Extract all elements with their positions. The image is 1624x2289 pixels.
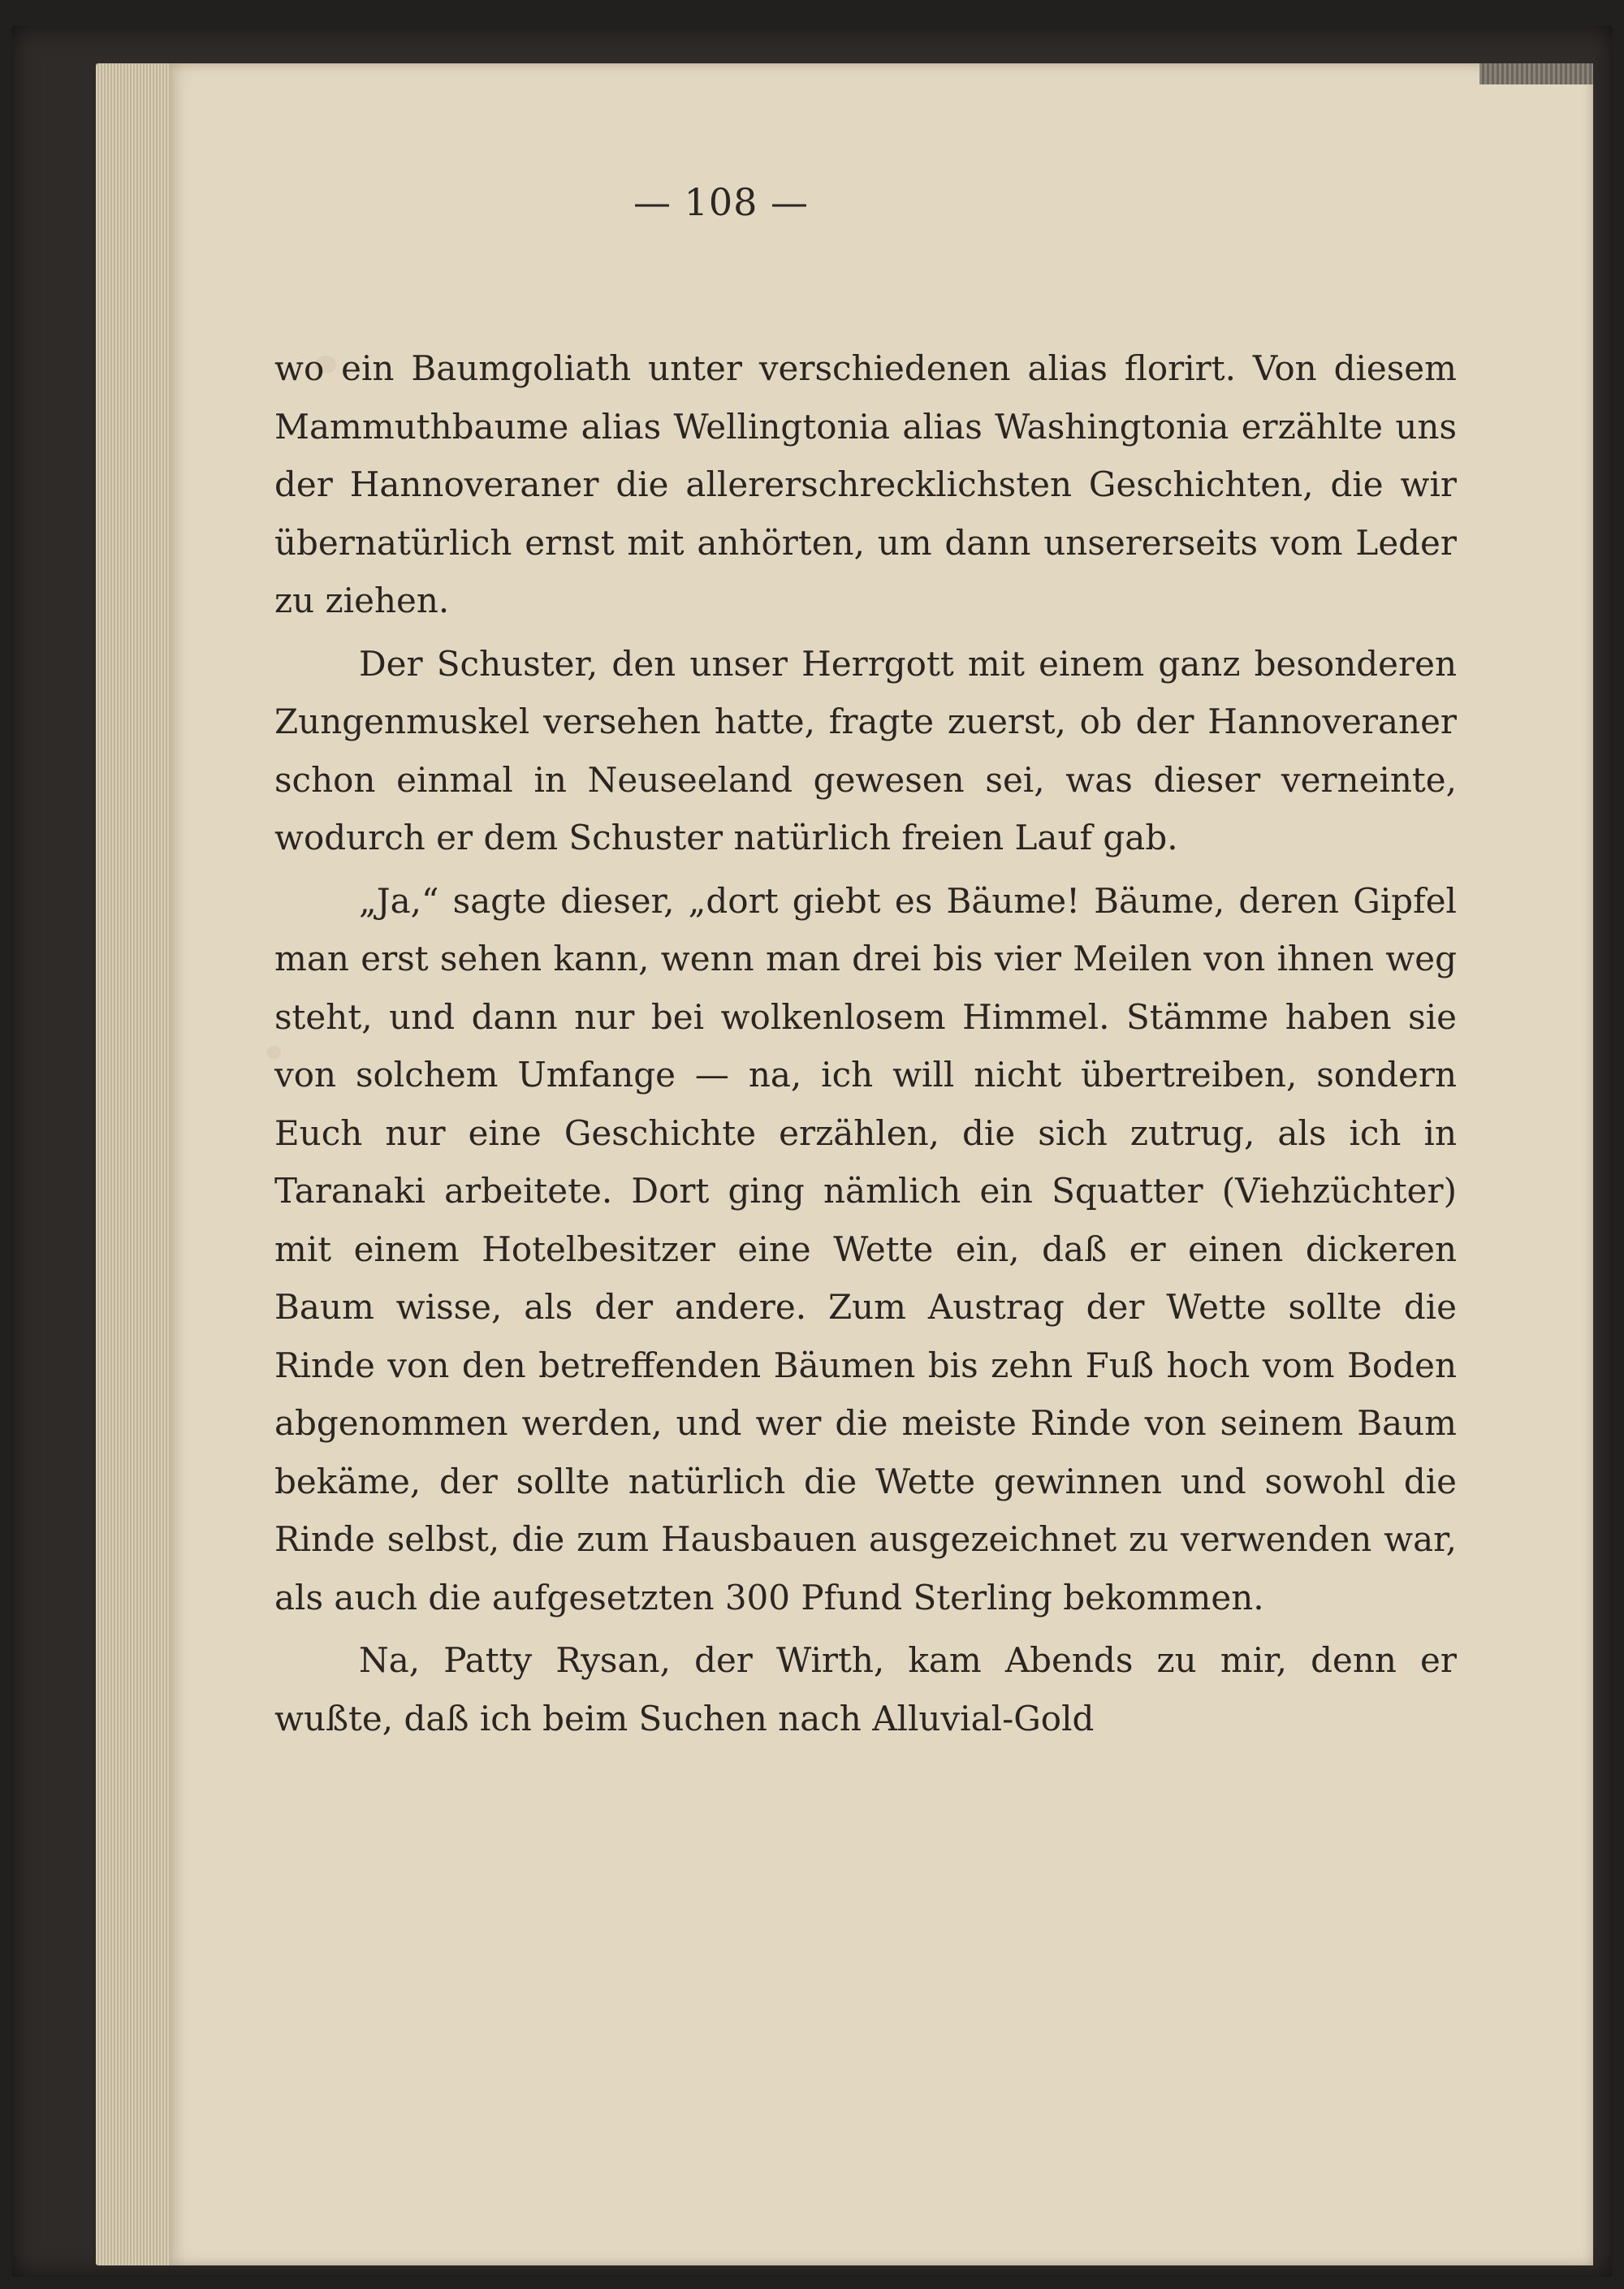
body-text: [274, 339, 1457, 1747]
page-number: — 108 —: [633, 180, 810, 224]
paragraph: „Ja,“ sagte dieser, „dort giebt es Bäume! Bäume, deren Gipfel man erst sehen kann, wenn man drei bis vier Meilen von ihnen weg steht, und dann nur bei wolkenlosem Himmel. Stämme haben sie von solchem Umfange — na, ich will nicht übertreiben, sondern Euch nur eine Geschichte erzählen, die sich zutrug, als ich in Taranaki arbeitete. Dort ging nämlich ein Squatter (Viehzüchter) mit einem Hotelbesitzer eine Wette ein, daß er einen dickeren Baum wisse, als der andere. Zum Austrag der Wette sollte die Rinde von den betreffenden Bäumen bis zehn Fuß hoch vom Boden abgenommen werden, und wer die meiste Rinde von seinem Baum bekäme, der sollte natürlich die Wette gewinnen und sowohl die Rinde selbst, die zum Hausbauen ausgezeichnet zu verwenden war, als auch die aufgesetzten 300 Pfund Sterling bekommen.: [274, 880, 1457, 1617]
tape-strip: [1479, 63, 1593, 84]
paragraph: Na, Patty Rysan, der Wirth, kam Abends zu mir, denn er wußte, daß ich beim Suchen nach Alluvial-Gold: [274, 1640, 1457, 1738]
paragraph: Der Schuster, den unser Herrgott mit einem ganz besonderen Zungenmuskel versehen hatte, fragte zuerst, ob der Hannoveraner schon einmal in Neuseeland gewesen sei, was dieser verneinte, wodurch er dem Schuster natürlich freien Lauf gab.: [274, 643, 1457, 857]
paragraph: wo ein Baumgoliath unter verschiedenen alias florirt. Von diesem Mammuthbaume alias Wellingtonia alias Washingtonia erzählte uns der Hannoveraner die allererschrecklichsten Geschichten, die wir übernatürlich ernst mit anhörten, um dann unsererseits vom Leder zu ziehen.: [274, 348, 1457, 620]
